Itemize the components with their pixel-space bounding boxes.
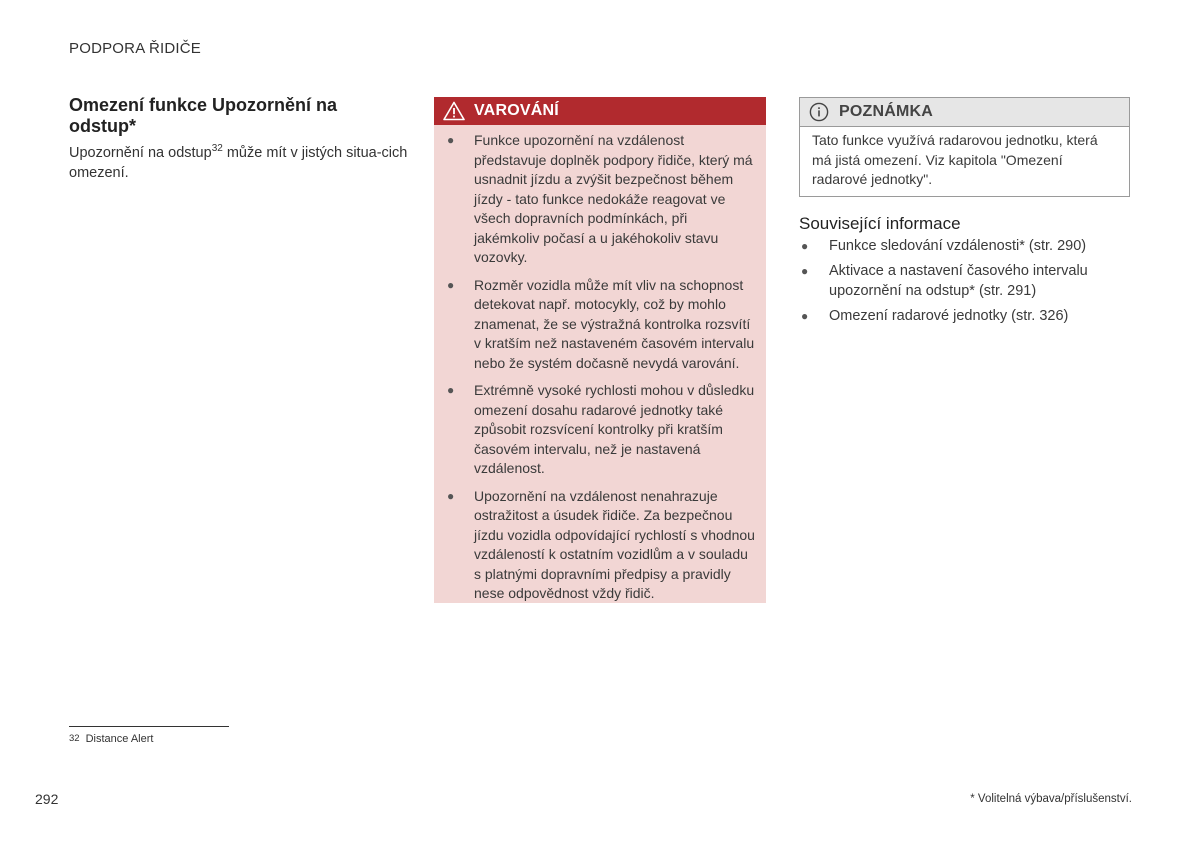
note-text: Tato funkce využívá radarovou jednotku, která má jistá omezení. Viz kapitola "Omezení radarové jednotky". [812,132,1098,187]
related-link[interactable] [799,261,1134,301]
related-list [799,236,1134,326]
page-number: 292 [35,791,59,807]
warning-item-text: Rozměr vozidla může mít vliv na schopnost detekovat např. motocykly, což by mohlo znamenat, že se výstražná kontrolka rozsvítí v kratším než nastaveném časovém intervalu nebo že systém dočasně nevydá varování. [474,276,755,371]
section-title: Omezení funkce Upozornění na odstup* [69,95,338,136]
warning-list [434,125,766,604]
related-link[interactable] [799,236,1134,256]
warning-item [447,131,756,268]
intro-text-before: Upozornění na odstup [69,145,212,161]
intro-text [69,143,409,183]
warning-item [447,276,756,374]
warning-item [447,381,756,479]
info-icon [809,102,829,122]
warning-item [447,487,756,604]
footnote-divider [69,726,229,727]
warning-label: VAROVÁNÍ [474,102,559,119]
warning-item-text: Extrémně vysoké rychlosti mohou v důsledku omezení dosahu radarové jednotky také způsobit rozsvícení kontrolky při kratším časovém intervalu, než je nastavená vzdálenost. [474,382,755,476]
related-info [799,214,1134,331]
note-box [799,97,1130,197]
warning-triangle-icon [443,101,465,121]
warning-item-text: Funkce upozornění na vzdálenost představuje doplněk podpory řidiče, který má usnadnit jízdu a zvýšit bezpečnost během jízdy - tato funkce nedokáže reagovat ve všech dopravních podmínkách, při jakémkoliv počasí a u jakéhokoliv stavu vozovky. [474,132,753,265]
related-link-text: Aktivace a nastavení časového intervalu upozornění na odstup* (str. 291) [829,263,1088,299]
related-link-text: Funkce sledování vzdálenosti* (str. 290) [829,238,1087,254]
note-label: POZNÁMKA [839,103,934,120]
bullet: ● [801,309,809,323]
related-link[interactable] [799,306,1134,326]
related-link-text: Omezení radarové jednotky (str. 326) [829,308,1069,324]
optional-equipment-note: * Volitelná výbava/příslušenství. [970,793,1132,805]
footnote-number: 32 [69,733,80,744]
bullet: ● [801,264,809,278]
footnote [69,733,153,745]
footnote-text: Distance Alert [85,733,154,745]
bullet: ● [447,133,455,147]
footnote-reference[interactable]: 32 [211,143,223,155]
warning-box [434,97,766,603]
left-column [69,95,409,183]
related-title: Související informace [799,214,961,233]
note-header [800,98,1129,127]
warning-header [434,97,766,125]
intro-text-after: může mít v jistých situa-cich omezení. [69,145,408,181]
bullet: ● [447,383,455,397]
bullet: ● [447,488,455,503]
bullet: ● [801,239,809,253]
section-header: PODPORA ŘIDIČE [69,40,201,57]
warning-item-text: Upozornění na vzdálenost nenahrazuje ostražitost a úsudek řidiče. Za bezpečnou jízdu vozidla odpovídající rychlostí s vhodnou vzdáleností k ostatním vozidlům a v souladu s platnými dopravními předpisy a pravidly nese odpovědnost vždy řidič. [474,487,755,601]
bullet: ● [447,277,455,292]
